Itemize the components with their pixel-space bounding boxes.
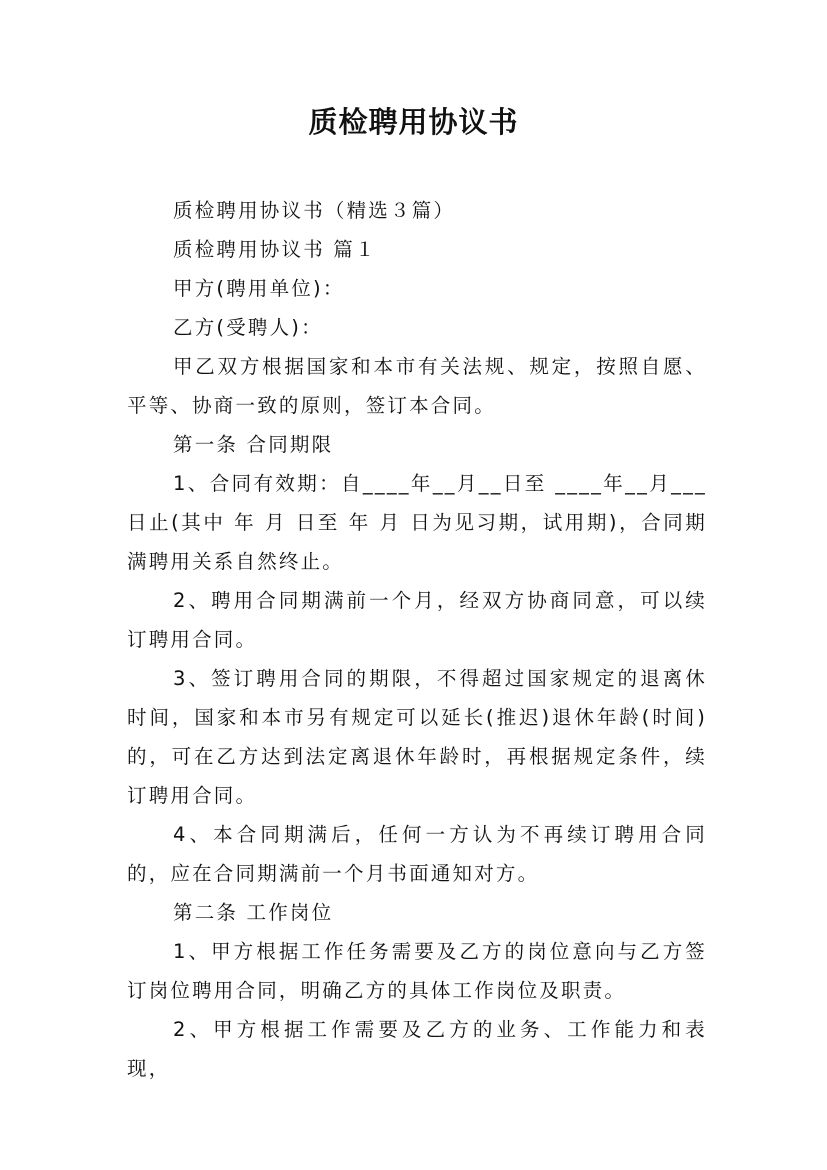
- article-2-clause-2: 2、甲方根据工作需要及乙方的业务、工作能力和表现，: [127, 1018, 707, 1080]
- article-2-heading: 第二条 工作岗位: [173, 901, 334, 924]
- document-title: 质检聘用协议书: [308, 105, 519, 139]
- article-1-clause-4: 4、本合同期满后，任何一方认为不再续订聘用合同的，应在合同期满前一个月书面通知对方。: [127, 823, 707, 885]
- paragraph-preamble: 甲乙双方根据国家和本市有关法规、规定，按照自愿、平等、协商一致的原则，签订本合同。: [127, 355, 707, 417]
- document-body: [127, 191, 707, 1088]
- paragraph-party-a: 甲方(聘用单位)：: [173, 277, 345, 300]
- article-1-clause-2: 2、聘用合同期满前一个月，经双方协商同意，可以续订聘用合同。: [127, 589, 707, 651]
- paragraph-collection-title: 质检聘用协议书（精选３篇）: [173, 199, 456, 222]
- paragraph-part-heading: 质检聘用协议书 篇１: [173, 238, 377, 261]
- article-1-heading: 第一条 合同期限: [173, 433, 334, 456]
- article-2-clause-1: 1、甲方根据工作任务需要及乙方的岗位意向与乙方签订岗位聘用合同，明确乙方的具体工作岗位及职责。: [127, 940, 707, 1002]
- paragraph-party-b: 乙方(受聘人)：: [173, 316, 323, 339]
- article-1-clause-3: 3、签订聘用合同的期限，不得超过国家规定的退离休时间，国家和本市另有规定可以延长(推迟)退休年龄(时间)的，可在乙方达到法定离退休年龄时，再根据规定条件，续订聘用合同。: [127, 667, 707, 807]
- article-1-clause-1: 1、合同有效期：自____年__月__日至 ____年__月___日止(其中 年 月 日至 年 月 日为见习期，试用期)，合同期满聘用关系自然终止。: [127, 472, 707, 573]
